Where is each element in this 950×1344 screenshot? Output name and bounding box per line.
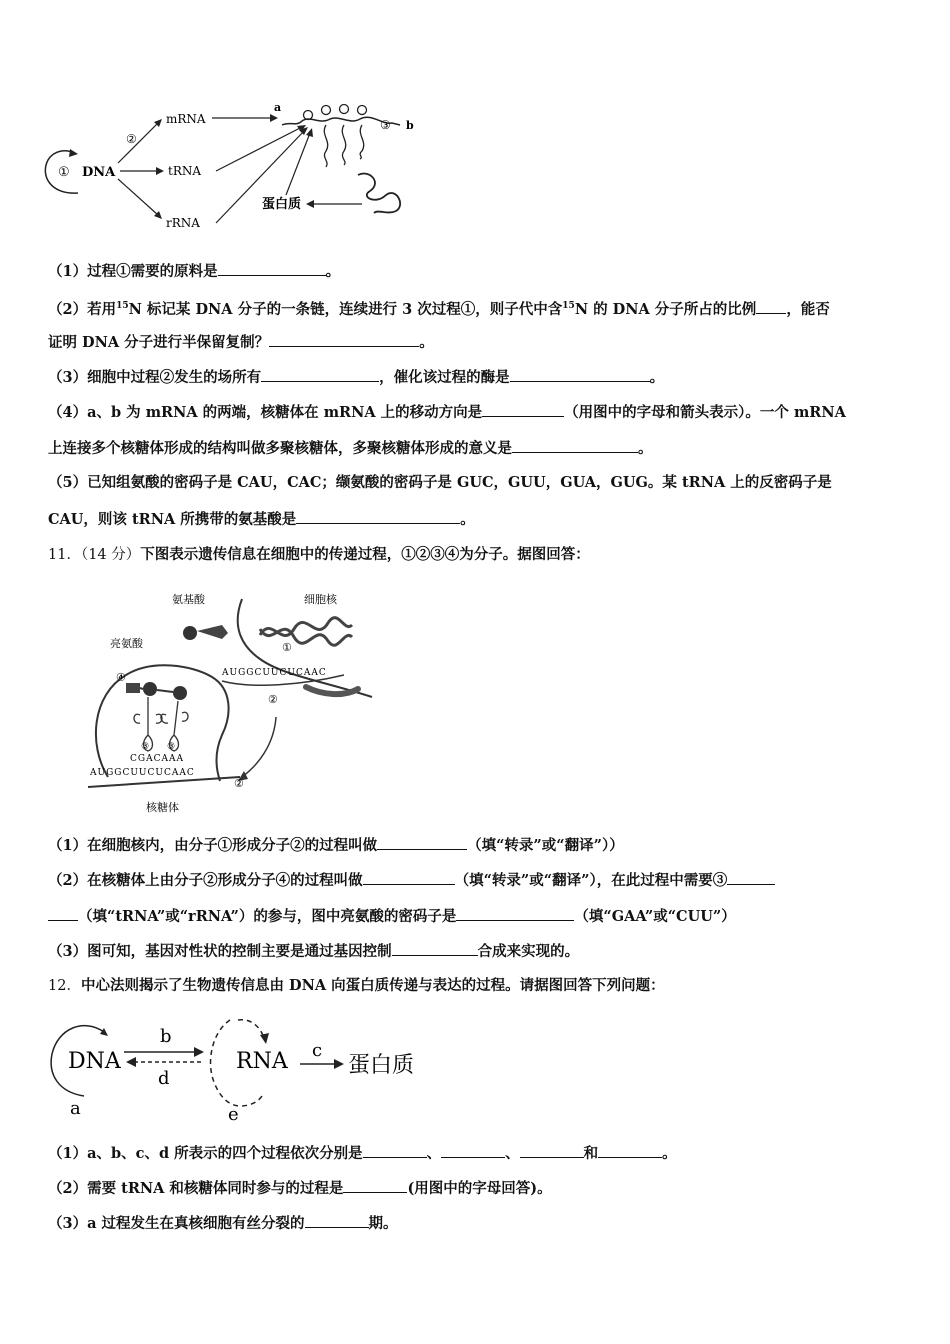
figure-central-dogma <box>44 1012 444 1122</box>
q10-p2-mid2: N 的 DNA 分子所占的比例 <box>574 300 757 318</box>
label-e: e <box>228 1104 239 1122</box>
q11-number: 11．（14 分） <box>48 547 141 563</box>
q12-stem-text: 中心法则揭示了生物遗传信息由 DNA 向蛋白质传递与表达的过程。请据图回答下列问题： <box>80 977 665 994</box>
q12-p1-sep1: 、 <box>426 1145 442 1162</box>
q10-p4-end: 。 <box>638 440 653 457</box>
q10-p5-line2: CAU，则该 tRNA 所携带的氨基酸是 <box>48 511 297 528</box>
label-circle-3b: ③ <box>167 742 176 752</box>
label-trna: tRNA <box>168 164 202 178</box>
q11-p2-prefix: （2）在核糖体上由分子②形成分子④的过程叫做 <box>48 872 363 889</box>
label-ribosome: 核糖体 <box>146 801 179 814</box>
q10-p4-blank2[interactable] <box>512 438 638 453</box>
q11-stem-text: 下图表示遗传信息在细胞中的传递过程，①②③④为分子。据图回答： <box>140 546 590 563</box>
q11-part2-line1 <box>48 870 775 891</box>
label-d: d <box>158 1068 170 1089</box>
label-circle-3a: ③ <box>141 742 150 752</box>
q12-number: 12． <box>48 978 81 994</box>
q12-p2-blank[interactable] <box>343 1178 407 1193</box>
q11-p2-mid: （填“转录”或“翻译”），在此过程中需要③ <box>454 872 728 889</box>
q12-p3-suffix: 期。 <box>368 1215 398 1232</box>
label-circle-3: ③ <box>380 118 391 132</box>
q10-p3-suffix: 。 <box>649 369 665 386</box>
q10-p2-blank2[interactable] <box>269 332 419 347</box>
label-dna: DNA <box>82 165 116 180</box>
label-amino-acid: 氨基酸 <box>172 593 205 606</box>
q12-part1 <box>48 1143 677 1164</box>
q10-p4-suffix: （用图中的字母和箭头表示）。一个 mRNA <box>564 404 846 421</box>
label-circle-1: ① <box>58 165 70 180</box>
label-circle-4: ④ <box>116 671 126 684</box>
q10-p2-prefix: （2）若用 <box>48 300 117 318</box>
q10-part5-line1 <box>48 473 832 493</box>
q10-part1 <box>48 261 340 282</box>
q10-p2-suffix: ，能否 <box>786 300 830 318</box>
q11-part2-line2 <box>48 906 736 927</box>
q12-p3-blank[interactable] <box>305 1213 369 1228</box>
q10-part2-line2 <box>48 332 434 353</box>
label-end-b: b <box>406 119 414 132</box>
anticodons: CGACAAA <box>130 754 184 764</box>
q10-p3-mid: ，催化该过程的酶是 <box>379 369 510 386</box>
q10-p3-blank2[interactable] <box>510 367 650 382</box>
q10-part3 <box>48 367 664 388</box>
q10-p2-end: 。 <box>419 334 434 351</box>
label-end-a: a <box>274 101 282 114</box>
label-rna: RNA <box>236 1049 288 1074</box>
label-a: a <box>70 1098 81 1119</box>
q10-p2-sup: 15 <box>116 301 129 311</box>
q10-p4-blank1[interactable] <box>482 402 564 417</box>
q10-p2-blank1[interactable] <box>756 299 786 314</box>
q10-p2-sup2: 15 <box>562 301 575 311</box>
q11-p2-blank3[interactable] <box>456 906 574 921</box>
sequence-top: AUGGCUUCUCAAC <box>222 668 327 678</box>
label-dna: DNA <box>68 1049 121 1074</box>
q11-p2-end: （填“GAA”或“CUU”） <box>574 908 736 925</box>
label-mrna: mRNA <box>166 112 206 126</box>
q11-p1-blank[interactable] <box>377 835 467 850</box>
q10-p1-text: （1）过程①需要的原料是 <box>48 263 218 280</box>
label-b: b <box>160 1026 172 1047</box>
q11-p2-blank2-cont[interactable] <box>48 906 78 921</box>
sequence-bottom: AUGGCUUCUCAAC <box>90 768 195 778</box>
q10-p5-blank[interactable] <box>296 509 460 524</box>
figure-gene-expression <box>40 95 430 235</box>
label-protein: 蛋白质 <box>348 1053 415 1078</box>
q10-p3-prefix: （3）细胞中过程②发生的场所有 <box>48 369 262 386</box>
q12-p1-sep2: 、 <box>505 1145 520 1162</box>
q10-p2-line2: 证明 DNA 分子进行半保留复制？ <box>48 334 270 351</box>
q11-p2-blank1[interactable] <box>363 870 455 885</box>
label-nucleus: 细胞核 <box>304 593 337 606</box>
q12-p2-suffix: (用图中的字母回答)。 <box>407 1180 552 1197</box>
label-circle-2a: ② <box>268 693 278 706</box>
q12-p1-end: 。 <box>662 1145 677 1162</box>
label-c: c <box>312 1040 323 1061</box>
q11-p2-blank2[interactable] <box>727 870 775 885</box>
q10-p1-suffix: 。 <box>325 263 341 280</box>
label-circle-2b: ② <box>234 777 244 790</box>
q12-part3 <box>48 1213 398 1234</box>
q11-p3-blank[interactable] <box>392 941 478 956</box>
q12-p2-prefix: （2）需要 tRNA 和核糖体同时参与的过程是 <box>48 1180 344 1197</box>
q10-p3-blank1[interactable] <box>261 367 379 382</box>
q10-part4-line2 <box>48 438 653 459</box>
q10-p4-line2: 上连接多个核糖体形成的结构叫做多聚核糖体，多聚核糖体形成的意义是 <box>48 440 512 457</box>
q10-p2-mid1: N 标记某 DNA 分子的一条链，连续进行 3 次过程①，则子代中含 <box>128 300 563 318</box>
q10-p5-line1: （5）已知组氨酸的密码子是 CAU，CAC；缬氨酸的密码子是 GUC，GUU，GUA，GUG。某 tRNA 上的反密码子是 <box>48 474 832 491</box>
q11-stem <box>48 545 590 565</box>
label-circle-2: ② <box>126 132 137 146</box>
q12-p1-blank3[interactable] <box>520 1143 584 1158</box>
q10-p4-prefix: （4）a、b 为 mRNA 的两端，核糖体在 mRNA 上的移动方向是 <box>48 404 483 421</box>
q10-p5-end: 。 <box>460 511 475 528</box>
q12-p3-prefix: （3）a 过程发生在真核细胞有丝分裂的 <box>48 1215 305 1232</box>
q12-p1-blank2[interactable] <box>441 1143 505 1158</box>
figure-transcription-translation <box>82 585 382 820</box>
label-protein: 蛋白质 <box>262 197 302 212</box>
label-circle-1: ① <box>282 641 292 654</box>
label-rrna: rRNA <box>166 216 200 230</box>
q10-part4-line1 <box>48 402 846 423</box>
q11-part1 <box>48 835 624 856</box>
q11-p2-line2: （填“tRNA”或“rRNA”）的参与，图中亮氨酸的密码子是 <box>78 908 457 925</box>
q12-p1-blank4[interactable] <box>598 1143 662 1158</box>
q12-p1-and: 和 <box>583 1145 599 1162</box>
q10-part5-line2 <box>48 509 475 530</box>
q10-p1-blank[interactable] <box>218 261 326 276</box>
q12-p1-prefix: （1）a、b、c、d 所表示的四个过程依次分别是 <box>48 1145 363 1162</box>
q11-p1-suffix: （填“转录”或“翻译”）） <box>467 837 624 854</box>
q12-part2 <box>48 1178 552 1199</box>
q10-part2-line1 <box>48 296 830 320</box>
q12-stem <box>48 976 665 996</box>
q11-part3 <box>48 941 579 962</box>
q11-p3-prefix: （3）图可知，基因对性状的控制主要是通过基因控制 <box>48 943 392 960</box>
q11-p3-suffix: 合成来实现的。 <box>477 943 580 960</box>
q11-p1-prefix: （1）在细胞核内，由分子①形成分子②的过程叫做 <box>48 837 378 854</box>
label-leucine: 亮氨酸 <box>110 637 143 650</box>
q12-p1-blank1[interactable] <box>363 1143 427 1158</box>
